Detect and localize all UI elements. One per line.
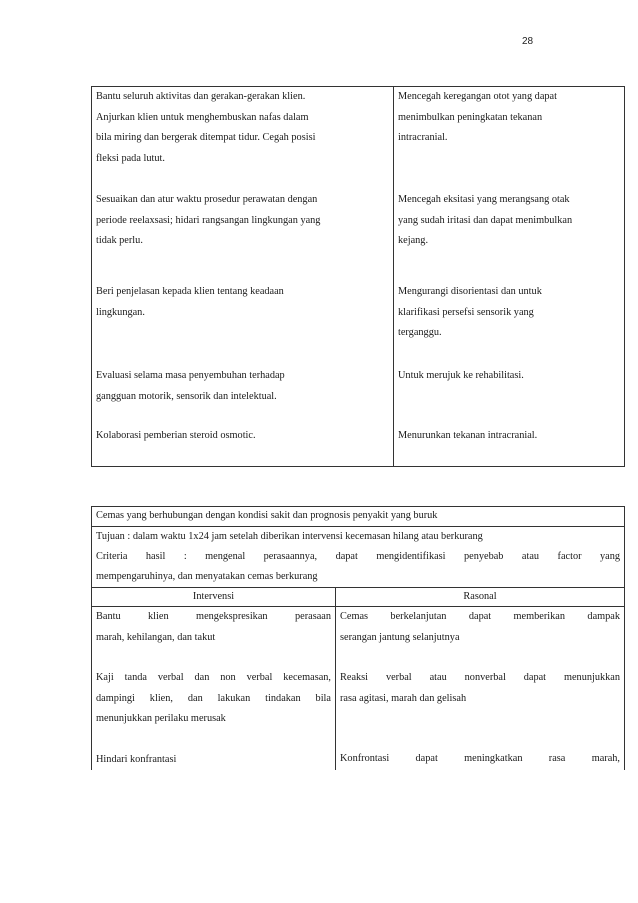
text-line: tidak perlu. <box>96 235 143 246</box>
criteria-text: mempengaruhinya, dan menyatakan cemas berkurang <box>96 571 318 582</box>
intervention-cell <box>92 282 394 366</box>
text-line: gangguan motorik, sensorik dan intelektual. <box>96 390 277 402</box>
intervention-table-1 <box>91 86 625 467</box>
text-line: dampingi klien, dan lakukan tindakan bila <box>96 692 331 704</box>
diagnosis-cell: Cemas yang berhubungan dengan kondisi sakit dan prognosis penyakit yang buruk <box>92 507 625 527</box>
text-line: klarifikasi persefsi sensorik yang <box>398 306 534 318</box>
text-line: bila miring dan bergerak ditempat tidur. Cegah posisi <box>96 132 316 143</box>
rationale-cell <box>394 87 625 191</box>
table-row <box>92 527 625 588</box>
column-header-intervention: Intervensi <box>92 588 336 607</box>
intervention-cell <box>92 366 394 426</box>
rationale-cell <box>394 426 625 467</box>
text-line: serangan jantung selanjutnya <box>340 631 460 643</box>
text-line: Reaksi verbal atau nonverbal dapat menunjukkan <box>340 672 621 683</box>
table-row <box>92 507 625 527</box>
criteria-text: Criteria hasil : mengenal perasaannya, dapat mengidentifikasi penyebab atau factor yang <box>96 551 621 562</box>
text-line: marah, kehilangan, dan takut <box>96 631 216 643</box>
intervention-cell <box>92 607 336 771</box>
intervention-cell <box>92 190 394 282</box>
text-line: Konfrontasi dapat meningkatkan rasa marah, <box>340 753 621 764</box>
text-line: Anjurkan klien untuk menghembuskan nafas dalam <box>96 111 309 123</box>
text-line: Untuk merujuk ke rehabilitasi. <box>398 370 524 381</box>
text-line: Sesuaikan dan atur waktu prosedur perawatan dengan <box>96 194 318 205</box>
text-line: Mengurangi disorientasi dan untuk <box>398 286 542 297</box>
text-line: Bantu klien mengekspresikan perasaan <box>96 611 331 622</box>
text-line: fleksi pada lutut. <box>96 152 165 164</box>
table-header-row <box>92 588 625 607</box>
text-line: Cemas berkelanjutan dapat memberikan dampak <box>340 611 621 622</box>
text-line: periode reelaxsasi; hidari rangsangan lingkungan yang <box>96 214 321 226</box>
intervention-table-2 <box>91 506 625 770</box>
goal-text: Tujuan : dalam waktu 1x24 jam setelah diberikan intervensi kecemasan hilang atau berkurang <box>96 531 483 542</box>
text-line: Bantu seluruh aktivitas dan gerakan-gerakan klien. <box>96 91 306 102</box>
text-line: Hindari konfrantasi <box>96 753 177 765</box>
text-line: terganggu. <box>398 327 442 338</box>
text-line: yang sudah iritasi dan dapat menimbulkan <box>398 214 573 226</box>
intervention-cell <box>92 87 394 191</box>
rationale-cell <box>394 190 625 282</box>
rationale-cell <box>394 282 625 366</box>
text-line: Evaluasi selama masa penyembuhan terhadap <box>96 370 285 381</box>
text-line: intracranial. <box>398 132 448 143</box>
rationale-cell <box>336 607 625 771</box>
table-row <box>92 87 625 191</box>
goal-criteria-cell <box>92 527 625 588</box>
text-line: Menurunkan tekanan intracranial. <box>398 430 538 441</box>
text-line: Mencegah keregangan otot yang dapat <box>398 91 557 102</box>
text-line: Mencegah eksitasi yang merangsang otak <box>398 194 570 205</box>
column-header-rationale: Rasonal <box>336 588 625 607</box>
table-row <box>92 282 625 366</box>
text-line: kejang. <box>398 235 429 246</box>
text-line: lingkungan. <box>96 306 145 318</box>
table-row <box>92 190 625 282</box>
text-line: Kaji tanda verbal dan non verbal kecemasan, <box>96 672 331 683</box>
text-line: rasa agitasi, marah dan gelisah <box>340 692 467 704</box>
page-number: 28 <box>522 36 534 47</box>
rationale-cell <box>394 366 625 426</box>
table-row <box>92 366 625 426</box>
text-line: menimbulkan peningkatan tekanan <box>398 111 543 123</box>
table-row <box>92 607 625 771</box>
text-line: menunjukkan perilaku merusak <box>96 713 226 724</box>
intervention-cell <box>92 426 394 467</box>
text-line: Beri penjelasan kepada klien tentang keadaan <box>96 286 284 297</box>
table-row <box>92 426 625 467</box>
text-line: Kolaborasi pemberian steroid osmotic. <box>96 430 256 441</box>
